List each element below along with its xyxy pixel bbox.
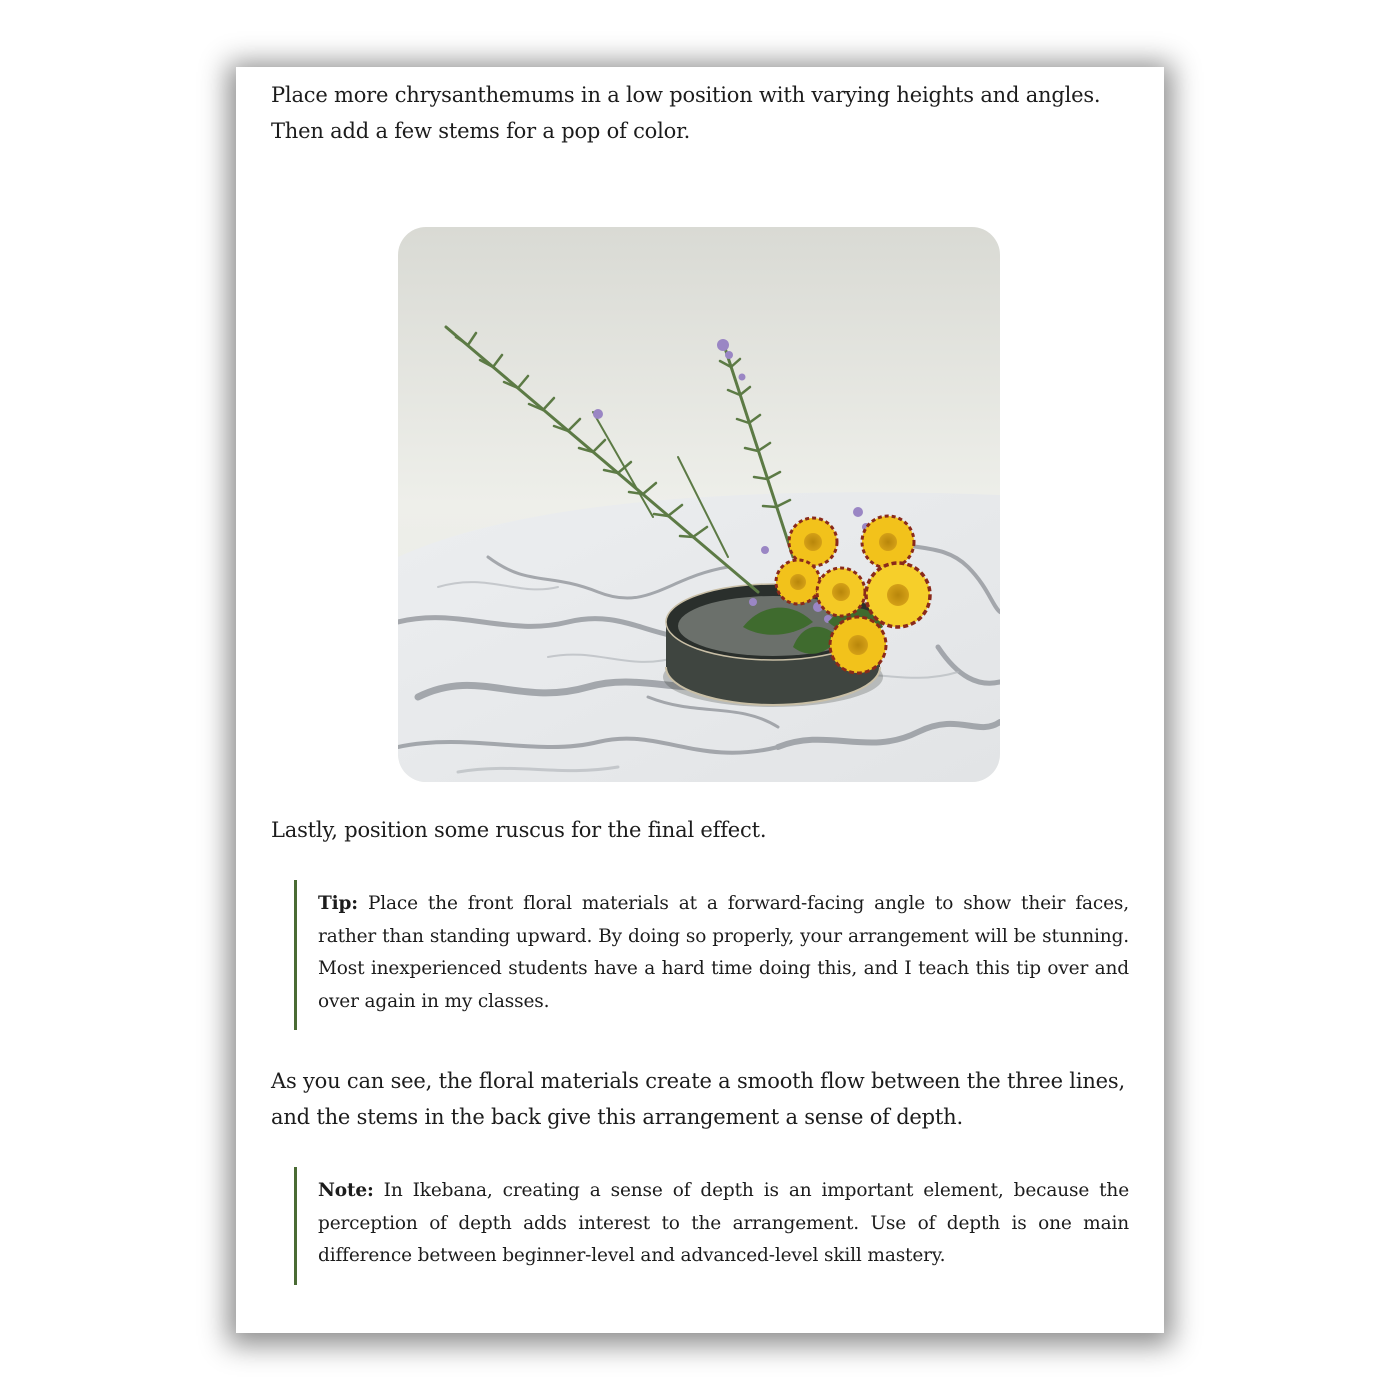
tip-label: Tip: [318,893,358,914]
paragraph-lastly: Lastly, position some ruscus for the final effect. [271,818,767,842]
ikebana-arrangement-photo [398,227,1000,782]
tip-text [318,888,1129,1018]
note-callout [294,1167,1129,1285]
note-body: In Ikebana, creating a sense of depth is an important element, because the perception of depth adds interest to the arrangement. Use of depth is one main difference between beginner-level and advanced-level skill mastery. [318,1180,1129,1266]
note-text [318,1175,1129,1273]
note-label: Note: [318,1180,374,1201]
paragraph-intro: Place more chrysanthemums in a low position with varying heights and angles. Then add a few stems for a pop of color. [271,83,1101,143]
tip-callout [294,880,1129,1030]
tip-body: Place the front floral materials at a forward-facing angle to show their faces, rather than standing upward. By doing so properly, your arrangement will be stunning. Most inexperienced students have a hard time doing this, and I teach this tip over and over again in my classes. [318,893,1129,1012]
paragraph-flow: As you can see, the floral materials create a smooth flow between the three lines, and the stems in the back give this arrangement a sense of depth. [271,1069,1125,1129]
book-page [236,67,1164,1333]
